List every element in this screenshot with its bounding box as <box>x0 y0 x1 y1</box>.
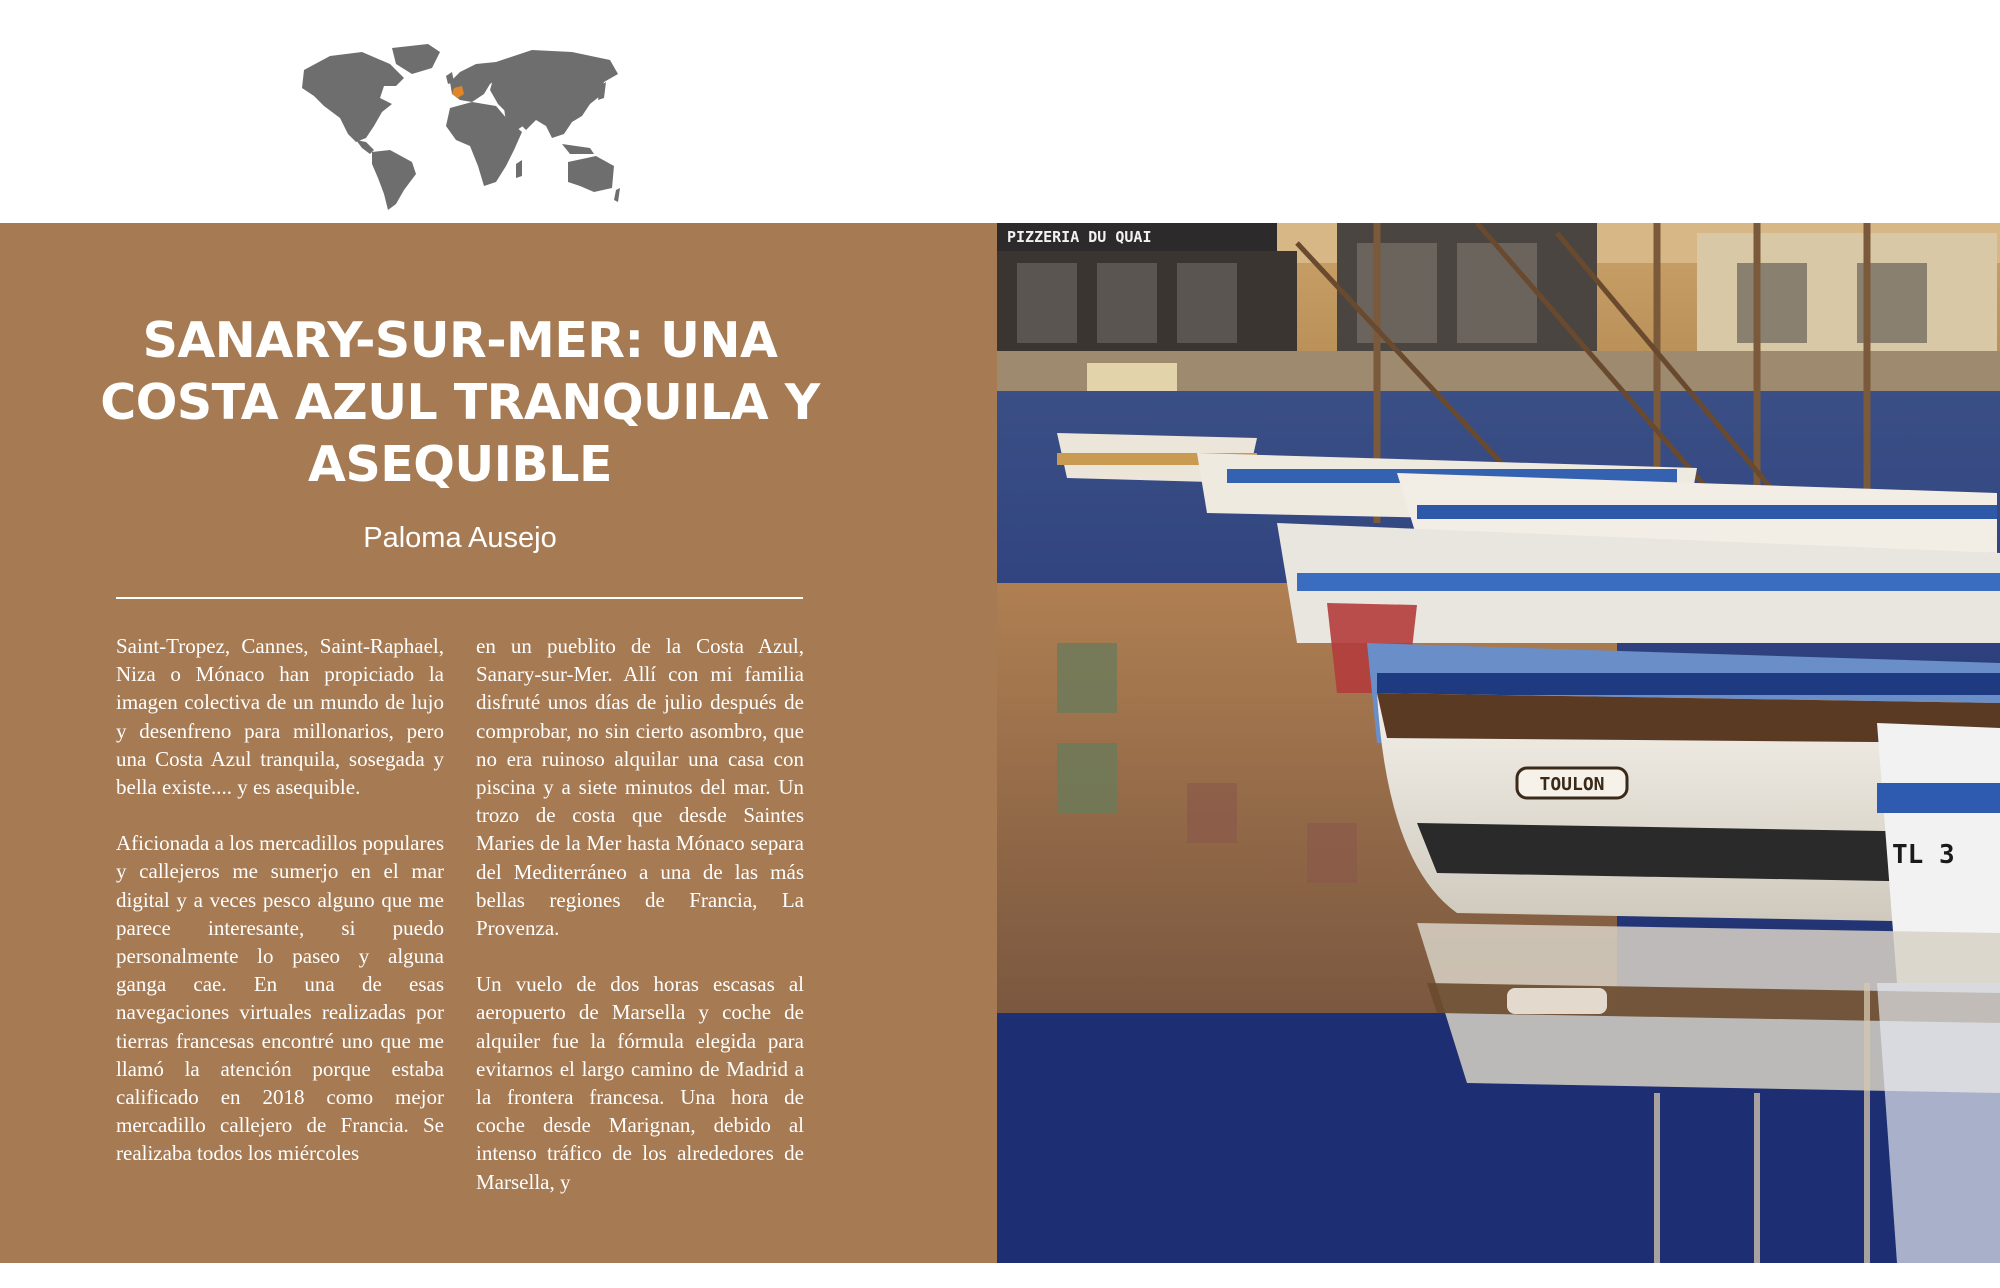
title-divider <box>116 597 803 599</box>
text-column-left <box>116 632 444 1196</box>
boat-registration: TL 3 <box>1892 840 1955 870</box>
paragraph: Aficionada a los mercadillos populares y callejeros me sumerjo en el mar digital y a veces pesco alguno que me parece interesante, si puedo personalmente lo paseo y alguna ganga cae. En una de esas navegaciones virtuales realizadas por tierras francesas encontré uno que me llamó la atención porque estaba calificado en 2018 como mejor mercadillo callejero de Francia. Se realizaba todos los miércoles <box>116 831 444 1166</box>
paragraph: Saint-Tropez, Cannes, Saint-Raphael, Niza o Mónaco han propiciado la imagen colectiva de un mundo de lujo y desenfreno para millonarios, pero una Costa Azul tranquila, sosegada y bella existe.... y es asequible. <box>116 634 444 800</box>
article-author: Paloma Ausejo <box>363 522 557 554</box>
paragraph: en un pueblito de la Costa Azul, Sanary-sur-Mer. Allí con mi familia disfruté unos días de julio después de comprobar, no sin cierto asombro, que no era ruinoso alquilar una casa con piscina y a siete minutos del mar. Un trozo de costa que desde Saintes Maries de la Mer hasta Mónaco separa del Mediterráneo a una de las más bellas regiones de Francia, La Provenza. <box>476 634 804 941</box>
paragraph: Un vuelo de dos horas escasas al aeropuerto de Marsella y coche de alquiler fue la fórmula elegida para evitarnos el largo camino de Madrid a la frontera francesa. Una hora de coche desde Marignan, debido al intenso tráfico de los alrededores de Marsella, y <box>476 972 804 1194</box>
article-title: SANARY-SUR-MER: UNA COSTA AZUL TRANQUILA Y ASEQUIBLE <box>100 312 820 493</box>
world-map-icon <box>300 42 620 212</box>
pizzeria-sign: PIZZERIA DU QUAI <box>1007 228 1152 246</box>
text-column-right <box>476 632 804 1224</box>
boat-name: TOULON <box>1539 774 1605 795</box>
harbour-photo <box>997 223 2000 1263</box>
